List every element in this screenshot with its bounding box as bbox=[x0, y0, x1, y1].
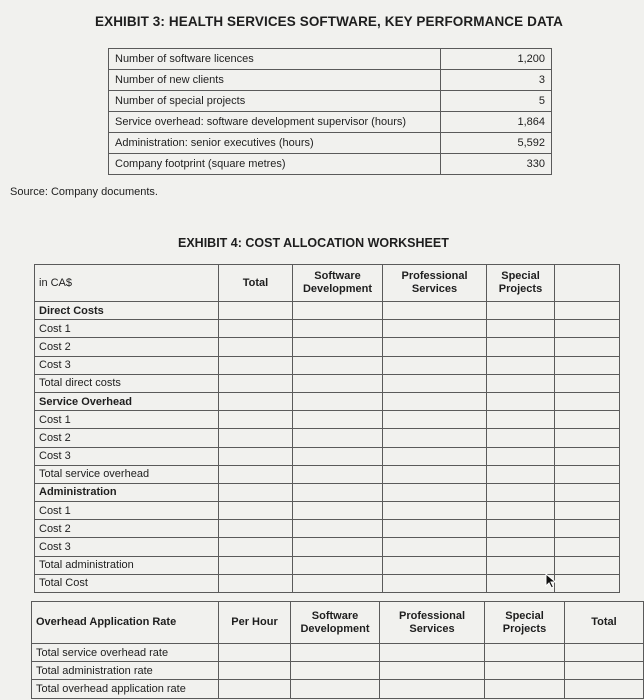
overhead-cell[interactable] bbox=[485, 680, 565, 698]
worksheet-cell[interactable] bbox=[219, 320, 293, 338]
worksheet-cell[interactable] bbox=[293, 429, 383, 447]
worksheet-cell[interactable] bbox=[383, 520, 487, 538]
worksheet-cell[interactable] bbox=[383, 320, 487, 338]
worksheet-row bbox=[35, 411, 620, 429]
worksheet-row-label: Service Overhead bbox=[35, 392, 219, 410]
worksheet-row bbox=[35, 356, 620, 374]
worksheet-row bbox=[35, 302, 620, 320]
kpi-value: 5,592 bbox=[441, 133, 552, 154]
worksheet-cell[interactable] bbox=[219, 538, 293, 556]
worksheet-cell[interactable] bbox=[293, 356, 383, 374]
worksheet-cell[interactable] bbox=[487, 483, 555, 501]
header-overhead-application-rate: Overhead Application Rate bbox=[32, 602, 219, 644]
kpi-label: Number of special projects bbox=[109, 91, 441, 112]
worksheet-cell[interactable] bbox=[487, 538, 555, 556]
worksheet-cell[interactable] bbox=[555, 338, 620, 356]
worksheet-cell[interactable] bbox=[219, 411, 293, 429]
worksheet-row bbox=[35, 465, 620, 483]
worksheet-row-label: Cost 2 bbox=[35, 520, 219, 538]
worksheet-cell[interactable] bbox=[293, 574, 383, 592]
worksheet-row-label: Direct Costs bbox=[35, 302, 219, 320]
worksheet-cell[interactable] bbox=[293, 302, 383, 320]
worksheet-cell[interactable] bbox=[487, 411, 555, 429]
worksheet-cell[interactable] bbox=[487, 447, 555, 465]
overhead-cell[interactable] bbox=[291, 644, 380, 662]
worksheet-cell[interactable] bbox=[487, 302, 555, 320]
overhead-cell[interactable] bbox=[565, 644, 644, 662]
header-total: Total bbox=[219, 265, 293, 302]
worksheet-row bbox=[35, 556, 620, 574]
worksheet-cell[interactable] bbox=[219, 465, 293, 483]
worksheet-cell[interactable] bbox=[383, 356, 487, 374]
overhead-cell[interactable] bbox=[380, 644, 485, 662]
exhibit-4-title: EXHIBIT 4: COST ALLOCATION WORKSHEET bbox=[178, 236, 449, 250]
worksheet-row-label: Total Cost bbox=[35, 574, 219, 592]
worksheet-cell[interactable] bbox=[487, 320, 555, 338]
worksheet-cell[interactable] bbox=[383, 556, 487, 574]
kpi-label: Administration: senior executives (hours) bbox=[109, 133, 441, 154]
worksheet-cell[interactable] bbox=[293, 538, 383, 556]
worksheet-cell[interactable] bbox=[293, 338, 383, 356]
worksheet-cell[interactable] bbox=[555, 411, 620, 429]
worksheet-cell[interactable] bbox=[555, 302, 620, 320]
header-special-projects: Special Projects bbox=[487, 265, 555, 302]
worksheet-cell[interactable] bbox=[383, 411, 487, 429]
worksheet-cell[interactable] bbox=[219, 556, 293, 574]
worksheet-cell[interactable] bbox=[219, 483, 293, 501]
worksheet-cell[interactable] bbox=[383, 338, 487, 356]
worksheet-cell[interactable] bbox=[487, 465, 555, 483]
worksheet-cell[interactable] bbox=[487, 356, 555, 374]
worksheet-row-label: Cost 2 bbox=[35, 338, 219, 356]
mouse-cursor-icon bbox=[545, 573, 557, 589]
worksheet-cell[interactable] bbox=[383, 574, 487, 592]
exhibit-3-title: EXHIBIT 3: HEALTH SERVICES SOFTWARE, KEY PERFORMANCE DATA bbox=[95, 14, 563, 29]
worksheet-cell[interactable] bbox=[383, 374, 487, 392]
worksheet-cell[interactable] bbox=[219, 302, 293, 320]
worksheet-cell[interactable] bbox=[555, 556, 620, 574]
worksheet-row-label: Cost 1 bbox=[35, 502, 219, 520]
worksheet-cell[interactable] bbox=[383, 392, 487, 410]
worksheet-row-label: Cost 3 bbox=[35, 356, 219, 374]
header-empty bbox=[555, 265, 620, 302]
worksheet-row bbox=[35, 429, 620, 447]
kpi-label: Company footprint (square metres) bbox=[109, 154, 441, 175]
overhead-cell[interactable] bbox=[380, 662, 485, 680]
worksheet-row-label: Cost 1 bbox=[35, 320, 219, 338]
worksheet-cell[interactable] bbox=[293, 411, 383, 429]
worksheet-row-label: Cost 1 bbox=[35, 411, 219, 429]
worksheet-cell[interactable] bbox=[555, 538, 620, 556]
worksheet-row bbox=[35, 447, 620, 465]
overhead-cell[interactable] bbox=[291, 662, 380, 680]
overhead-cell[interactable] bbox=[219, 644, 291, 662]
worksheet-row bbox=[35, 574, 620, 592]
cost-allocation-table bbox=[34, 264, 620, 593]
worksheet-cell[interactable] bbox=[383, 483, 487, 501]
kpi-value: 5 bbox=[441, 91, 552, 112]
header-special-projects: Special Projects bbox=[485, 602, 565, 644]
kpi-row bbox=[109, 70, 552, 91]
worksheet-cell[interactable] bbox=[555, 374, 620, 392]
worksheet-cell[interactable] bbox=[555, 483, 620, 501]
overhead-header-row bbox=[32, 602, 644, 644]
overhead-row bbox=[32, 644, 644, 662]
worksheet-cell[interactable] bbox=[293, 556, 383, 574]
worksheet-cell[interactable] bbox=[383, 465, 487, 483]
worksheet-row-label: Total service overhead bbox=[35, 465, 219, 483]
worksheet-cell[interactable] bbox=[293, 320, 383, 338]
worksheet-row-label: Cost 2 bbox=[35, 429, 219, 447]
worksheet-cell[interactable] bbox=[219, 392, 293, 410]
overhead-cell[interactable] bbox=[219, 680, 291, 698]
worksheet-cell[interactable] bbox=[219, 520, 293, 538]
header-professional-services: Professional Services bbox=[383, 265, 487, 302]
kpi-value: 1,864 bbox=[441, 112, 552, 133]
worksheet-row-label: Total administration bbox=[35, 556, 219, 574]
worksheet-row bbox=[35, 538, 620, 556]
overhead-cell[interactable] bbox=[485, 662, 565, 680]
worksheet-cell[interactable] bbox=[293, 447, 383, 465]
worksheet-cell[interactable] bbox=[293, 483, 383, 501]
worksheet-cell[interactable] bbox=[555, 392, 620, 410]
worksheet-cell[interactable] bbox=[293, 374, 383, 392]
worksheet-row bbox=[35, 392, 620, 410]
overhead-row-label: Total service overhead rate bbox=[32, 644, 219, 662]
overhead-cell[interactable] bbox=[565, 662, 644, 680]
overhead-row bbox=[32, 680, 644, 698]
worksheet-row bbox=[35, 338, 620, 356]
worksheet-row-label: Administration bbox=[35, 483, 219, 501]
kpi-label: Number of software licences bbox=[109, 49, 441, 70]
worksheet-cell[interactable] bbox=[219, 574, 293, 592]
kpi-value: 330 bbox=[441, 154, 552, 175]
overhead-row bbox=[32, 662, 644, 680]
header-total: Total bbox=[565, 602, 644, 644]
worksheet-cell[interactable] bbox=[555, 320, 620, 338]
worksheet-row-label: Cost 3 bbox=[35, 538, 219, 556]
worksheet-cell[interactable] bbox=[487, 556, 555, 574]
overhead-cell[interactable] bbox=[219, 662, 291, 680]
worksheet-cell[interactable] bbox=[219, 429, 293, 447]
worksheet-cell[interactable] bbox=[555, 502, 620, 520]
worksheet-cell[interactable] bbox=[293, 392, 383, 410]
overhead-cell[interactable] bbox=[291, 680, 380, 698]
worksheet-row bbox=[35, 374, 620, 392]
header-professional-services: Professional Services bbox=[380, 602, 485, 644]
worksheet-header-row bbox=[35, 265, 620, 302]
kpi-label: Service overhead: software development supervisor (hours) bbox=[109, 112, 441, 133]
header-software-development: Software Development bbox=[291, 602, 380, 644]
worksheet-row bbox=[35, 483, 620, 501]
worksheet-row bbox=[35, 502, 620, 520]
worksheet-cell[interactable] bbox=[383, 429, 487, 447]
worksheet-cell[interactable] bbox=[383, 538, 487, 556]
overhead-cell[interactable] bbox=[565, 680, 644, 698]
worksheet-row-label: Cost 3 bbox=[35, 447, 219, 465]
worksheet-cell[interactable] bbox=[219, 502, 293, 520]
kpi-table bbox=[108, 48, 552, 175]
worksheet-cell[interactable] bbox=[293, 520, 383, 538]
worksheet-row-label: Total direct costs bbox=[35, 374, 219, 392]
kpi-row bbox=[109, 154, 552, 175]
worksheet-cell[interactable] bbox=[293, 465, 383, 483]
worksheet-cell[interactable] bbox=[383, 447, 487, 465]
worksheet-cell[interactable] bbox=[293, 502, 383, 520]
kpi-row bbox=[109, 91, 552, 112]
worksheet-cell[interactable] bbox=[555, 520, 620, 538]
worksheet-cell[interactable] bbox=[383, 502, 487, 520]
worksheet-row bbox=[35, 320, 620, 338]
worksheet-cell[interactable] bbox=[487, 392, 555, 410]
worksheet-cell[interactable] bbox=[555, 574, 620, 592]
worksheet-cell[interactable] bbox=[555, 356, 620, 374]
kpi-row bbox=[109, 49, 552, 70]
overhead-cell[interactable] bbox=[380, 680, 485, 698]
worksheet-cell[interactable] bbox=[219, 447, 293, 465]
worksheet-cell[interactable] bbox=[555, 447, 620, 465]
worksheet-cell[interactable] bbox=[487, 429, 555, 447]
worksheet-cell[interactable] bbox=[555, 429, 620, 447]
worksheet-cell[interactable] bbox=[219, 374, 293, 392]
header-per-hour: Per Hour bbox=[219, 602, 291, 644]
kpi-label: Number of new clients bbox=[109, 70, 441, 91]
kpi-value: 3 bbox=[441, 70, 552, 91]
overhead-rate-table bbox=[31, 601, 644, 699]
header-currency: in CA$ bbox=[35, 265, 219, 302]
worksheet-cell[interactable] bbox=[487, 338, 555, 356]
worksheet-cell[interactable] bbox=[487, 502, 555, 520]
source-note: Source: Company documents. bbox=[10, 186, 158, 198]
worksheet-cell[interactable] bbox=[219, 338, 293, 356]
kpi-row bbox=[109, 112, 552, 133]
worksheet-cell[interactable] bbox=[219, 356, 293, 374]
overhead-row-label: Total overhead application rate bbox=[32, 680, 219, 698]
worksheet-row bbox=[35, 520, 620, 538]
kpi-row bbox=[109, 133, 552, 154]
worksheet-cell[interactable] bbox=[487, 520, 555, 538]
worksheet-cell[interactable] bbox=[383, 302, 487, 320]
worksheet-cell[interactable] bbox=[555, 465, 620, 483]
worksheet-cell[interactable] bbox=[487, 374, 555, 392]
kpi-value: 1,200 bbox=[441, 49, 552, 70]
overhead-row-label: Total administration rate bbox=[32, 662, 219, 680]
overhead-cell[interactable] bbox=[485, 644, 565, 662]
header-software-development: Software Development bbox=[293, 265, 383, 302]
